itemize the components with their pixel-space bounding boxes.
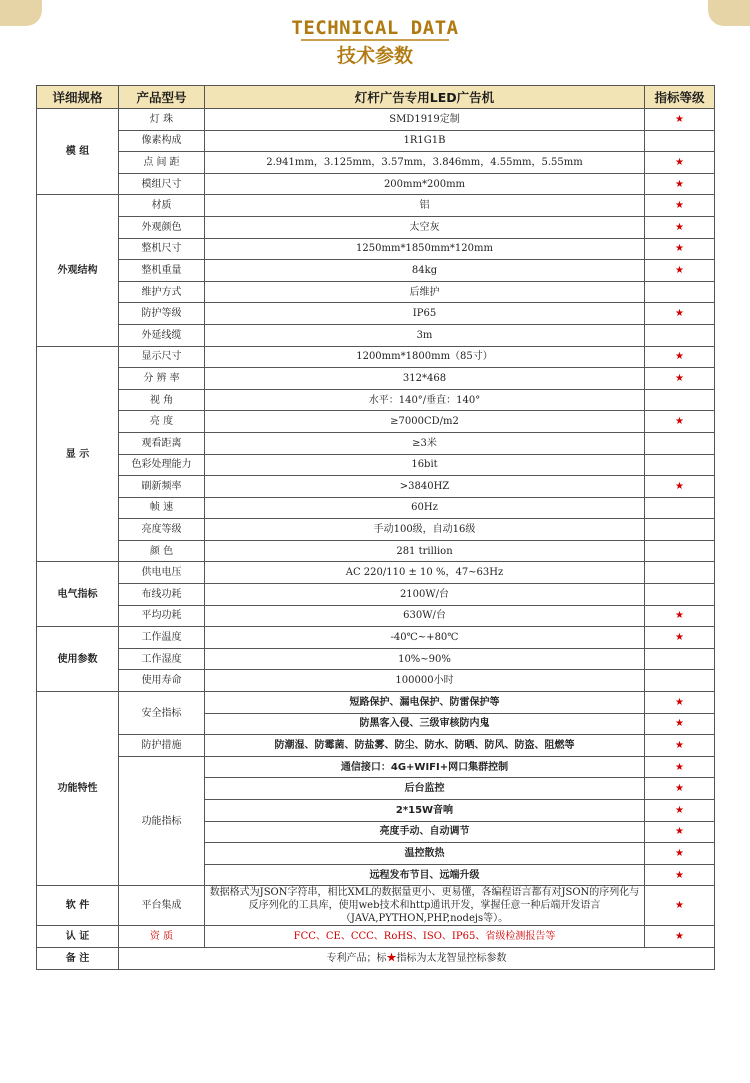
- grade-star-cell: ★: [645, 260, 715, 282]
- group-label: 电气指标: [37, 562, 119, 627]
- grade-star-cell: [645, 324, 715, 346]
- spec-name: 分 辨 率: [119, 368, 205, 390]
- spec-name: 工作湿度: [119, 648, 205, 670]
- table-row: [37, 173, 715, 195]
- spec-value: 100000小时: [205, 670, 645, 692]
- group-label: 模 组: [37, 109, 119, 195]
- grade-star-cell: ★: [645, 195, 715, 217]
- spec-name: 视 角: [119, 389, 205, 411]
- table-row: [37, 648, 715, 670]
- spec-name: 点 间 距: [119, 152, 205, 174]
- grade-star-cell: ★: [645, 346, 715, 368]
- table-row: [37, 346, 715, 368]
- spec-value: IP65: [205, 303, 645, 325]
- table-row: [37, 562, 715, 584]
- spec-name: 资 质: [119, 926, 205, 948]
- spec-name: 灯 珠: [119, 109, 205, 131]
- spec-name: 工作温度: [119, 627, 205, 649]
- spec-name: 刷新频率: [119, 476, 205, 498]
- header-product: 灯杆广告专用LED广告机: [205, 86, 645, 109]
- spec-value: 防黑客入侵、三级审核防内鬼: [205, 713, 645, 735]
- spec-name: 亮度等级: [119, 519, 205, 541]
- spec-value: 3m: [205, 324, 645, 346]
- grade-star-cell: ★: [645, 778, 715, 800]
- spec-value: 亮度手动、自动调节: [205, 821, 645, 843]
- table-row: [37, 368, 715, 390]
- table-row: [37, 454, 715, 476]
- spec-name: 观看距离: [119, 432, 205, 454]
- spec-value: 通信接口：4G+WIFI+网口集群控制: [205, 756, 645, 778]
- grade-star-cell: [645, 584, 715, 606]
- grade-star-cell: ★: [645, 411, 715, 433]
- spec-name: 整机重量: [119, 260, 205, 282]
- spec-name: 材质: [119, 195, 205, 217]
- spec-name: 外延线缆: [119, 324, 205, 346]
- table-row: [37, 195, 715, 217]
- table-row: [37, 324, 715, 346]
- table-row: [37, 670, 715, 692]
- spec-value: 水平：140°/垂直：140°: [205, 389, 645, 411]
- table-row: [37, 152, 715, 174]
- grade-star-cell: ★: [645, 109, 715, 131]
- table-row: [37, 605, 715, 627]
- group-label: 外观结构: [37, 195, 119, 346]
- spec-name: 模组尺寸: [119, 173, 205, 195]
- spec-value: FCC、CE、CCC、RoHS、ISO、IP65、省级检测报告等: [205, 926, 645, 948]
- group-label: 软 件: [37, 886, 119, 926]
- technical-data-table: [36, 85, 715, 970]
- spec-name: 安全指标: [119, 692, 205, 735]
- table-header-row: [37, 86, 715, 109]
- spec-name: 功能指标: [119, 756, 205, 886]
- spec-name: 平均功耗: [119, 605, 205, 627]
- table-row: [37, 519, 715, 541]
- spec-value: ≥7000CD/m2: [205, 411, 645, 433]
- spec-name: 防护措施: [119, 735, 205, 757]
- spec-value: SMD1919定制: [205, 109, 645, 131]
- spec-value: 60Hz: [205, 497, 645, 519]
- table-row: [37, 260, 715, 282]
- spec-name: 显示尺寸: [119, 346, 205, 368]
- spec-value: 10%~90%: [205, 648, 645, 670]
- table-row: [37, 627, 715, 649]
- table-row: [37, 389, 715, 411]
- spec-name: 布线功耗: [119, 584, 205, 606]
- table-row: [37, 947, 715, 969]
- grade-star-cell: ★: [645, 216, 715, 238]
- spec-name: 防护等级: [119, 303, 205, 325]
- grade-star-cell: ★: [645, 627, 715, 649]
- table-row: [37, 109, 715, 131]
- spec-value: 630W/台: [205, 605, 645, 627]
- spec-name: 供电电压: [119, 562, 205, 584]
- grade-star-cell: [645, 130, 715, 152]
- grade-star-cell: [645, 670, 715, 692]
- spec-value: AC 220/110 ± 10 %，47~63Hz: [205, 562, 645, 584]
- spec-value: 281 trillion: [205, 540, 645, 562]
- spec-value: ≥3米: [205, 432, 645, 454]
- header-model: 产品型号: [119, 86, 205, 109]
- table-row: [37, 584, 715, 606]
- grade-star-cell: ★: [645, 303, 715, 325]
- group-label: 显 示: [37, 346, 119, 562]
- table-row: [37, 411, 715, 433]
- spec-value: 防潮湿、防霉菌、防盐雾、防尘、防水、防晒、防风、防盗、阻燃等: [205, 735, 645, 757]
- header-spec: 详细规格: [37, 86, 119, 109]
- spec-value: 短路保护、漏电保护、防雷保护等: [205, 692, 645, 714]
- page-header: [0, 18, 750, 68]
- grade-star-cell: ★: [645, 713, 715, 735]
- grade-star-cell: ★: [645, 238, 715, 260]
- spec-value: 16bit: [205, 454, 645, 476]
- table-row: [37, 926, 715, 948]
- grade-star-cell: ★: [645, 756, 715, 778]
- group-label: 功能特性: [37, 692, 119, 886]
- spec-value: 200mm*200mm: [205, 173, 645, 195]
- spec-name: 维护方式: [119, 281, 205, 303]
- spec-value: 数据格式为JSON字符串，相比XML的数据量更小、更易懂，各编程语言都有对JSON的序列化与反序列化的工具库，使用web技术和http通讯开发，掌握任意一种后端开发语言（JAVA,PYTHON,PHP,nodejs等）。: [205, 886, 645, 926]
- spec-name: 像素构成: [119, 130, 205, 152]
- table-row: [37, 432, 715, 454]
- spec-name: 颜 色: [119, 540, 205, 562]
- grade-star-cell: [645, 540, 715, 562]
- spec-name: 帧 速: [119, 497, 205, 519]
- spec-value: -40℃~+80℃: [205, 627, 645, 649]
- table-row: [37, 735, 715, 757]
- remarks-prefix: 专利产品；标: [326, 952, 387, 964]
- grade-star-cell: ★: [645, 476, 715, 498]
- spec-name: 整机尺寸: [119, 238, 205, 260]
- spec-value: 后台监控: [205, 778, 645, 800]
- grade-star-cell: ★: [645, 821, 715, 843]
- spec-value: 1250mm*1850mm*120mm: [205, 238, 645, 260]
- grade-star-cell: ★: [645, 886, 715, 926]
- title-chinese: 技术参数: [336, 45, 413, 67]
- spec-name: 平台集成: [119, 886, 205, 926]
- spec-name: 亮 度: [119, 411, 205, 433]
- spec-value: 2.941mm，3.125mm，3.57mm，3.846mm，4.55mm，5.55mm: [205, 152, 645, 174]
- header-grade: 指标等级: [645, 86, 715, 109]
- grade-star-cell: [645, 519, 715, 541]
- grade-star-cell: [645, 562, 715, 584]
- grade-star-cell: ★: [645, 843, 715, 865]
- table-row: [37, 238, 715, 260]
- table-row: [37, 216, 715, 238]
- spec-value: 84kg: [205, 260, 645, 282]
- spec-value: 后维护: [205, 281, 645, 303]
- star-icon: ★: [386, 952, 397, 964]
- table-row: [37, 130, 715, 152]
- table-row: [37, 756, 715, 778]
- table-row: [37, 281, 715, 303]
- grade-star-cell: [645, 389, 715, 411]
- table-row: [37, 886, 715, 926]
- title-english: TECHNICAL DATA: [291, 17, 459, 39]
- group-label: 备 注: [37, 947, 119, 969]
- table-row: [37, 540, 715, 562]
- spec-value: 铝: [205, 195, 645, 217]
- table-body: [37, 109, 715, 970]
- remarks-value: [119, 947, 715, 969]
- remarks-suffix: 指标为太龙智显控标参数: [396, 952, 507, 964]
- spec-value: 太空灰: [205, 216, 645, 238]
- grade-star-cell: [645, 497, 715, 519]
- spec-value: 2100W/台: [205, 584, 645, 606]
- spec-value: >3840HZ: [205, 476, 645, 498]
- grade-star-cell: ★: [645, 605, 715, 627]
- grade-star-cell: [645, 432, 715, 454]
- spec-value: 312*468: [205, 368, 645, 390]
- spec-name: 色彩处理能力: [119, 454, 205, 476]
- grade-star-cell: ★: [645, 692, 715, 714]
- spec-value: 1R1G1B: [205, 130, 645, 152]
- spec-value: 远程发布节目、远端升级: [205, 864, 645, 886]
- grade-star-cell: ★: [645, 152, 715, 174]
- table-row: [37, 476, 715, 498]
- grade-star-cell: ★: [645, 864, 715, 886]
- spec-value: 手动100级，自动16级: [205, 519, 645, 541]
- grade-star-cell: [645, 454, 715, 476]
- table-row: [37, 497, 715, 519]
- spec-name: 使用寿命: [119, 670, 205, 692]
- table-row: [37, 692, 715, 714]
- table-row: [37, 303, 715, 325]
- spec-value: 温控散热: [205, 843, 645, 865]
- spec-value: 2*15W音响: [205, 800, 645, 822]
- grade-star-cell: [645, 281, 715, 303]
- grade-star-cell: ★: [645, 926, 715, 948]
- grade-star-cell: ★: [645, 173, 715, 195]
- grade-star-cell: ★: [645, 368, 715, 390]
- spec-value: 1200mm*1800mm（85寸）: [205, 346, 645, 368]
- grade-star-cell: ★: [645, 735, 715, 757]
- grade-star-cell: ★: [645, 800, 715, 822]
- group-label: 使用参数: [37, 627, 119, 692]
- grade-star-cell: [645, 648, 715, 670]
- spec-name: 外观颜色: [119, 216, 205, 238]
- group-label: 认 证: [37, 926, 119, 948]
- title-underline: [301, 39, 449, 41]
